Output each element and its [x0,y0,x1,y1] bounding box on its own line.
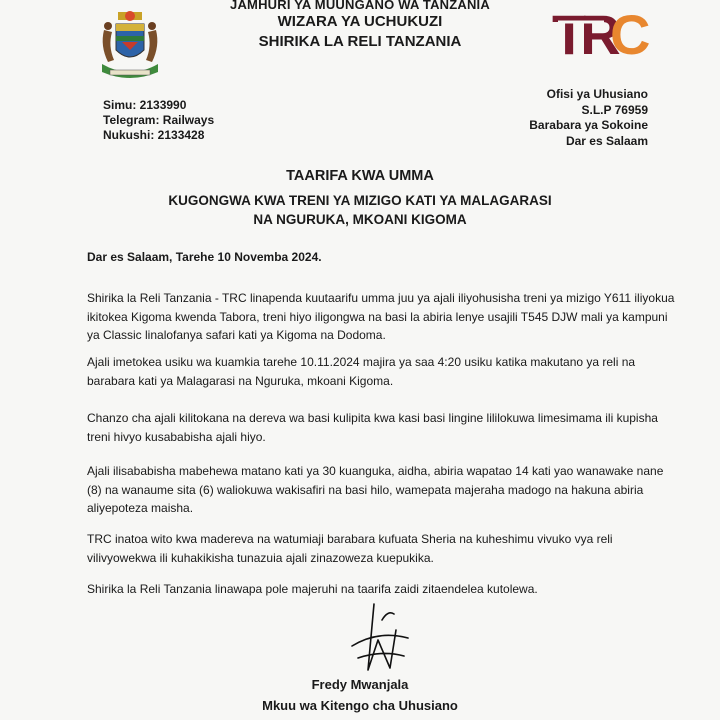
body-paragraph: Shirika la Reli Tanzania - TRC linapenda kuutaarifu umma juu ya ajali iliyohusisha treni ya mizigo Y611 iliyokua ikitokea Kigoma kwenda Tabora, treni hiyo iligongwa na basi la abiria lenye usajili T545 DJW mali ya kampuni ya Classic linalofanya safari kati ya Kigoma na Dodoma. [87,291,675,342]
header-ministry: WIZARA YA UCHUKUZI [277,13,443,30]
po-box: S.L.P 76959 [581,102,648,117]
body-paragraph: Ajali ilisababisha mabehewa matano kati ya 30 kuanguka, aidha, abiria wapatao 14 kati yao wanawake nane (8) na wanaume sita (6) waliokuwa wakisafiri na basi hilo, wamepata majeraha madogo na hakuna abiria aliyepoteza maisha. [87,464,664,515]
office-name: Ofisi ya Uhusiano [546,87,648,101]
document-subtitle-line1: KUGONGWA KWA TRENI YA MIZIGO KATI YA MALAGARASI [168,193,552,208]
signatory-position: Mkuu wa Kitengo cha Uhusiano [262,698,458,713]
body-paragraph: Shirika la Reli Tanzania linawapa pole majeruhi na taarifa zaidi zitaendelea kutolewa. [87,582,538,596]
svg-text:C: C [610,3,651,66]
dateline: Dar es Salaam, Tarehe 10 Novemba 2024. [87,250,322,264]
body-paragraph: Chanzo cha ajali kilitokana na dereva wa basi kulipita kwa kasi basi lingine lililokuwa limesimama ili kupisha treni hivyo kusababisha ajali hiyo. [87,411,658,444]
street-address: Barabara ya Sokoine [529,118,648,132]
phone-number: Simu: 2133990 [103,98,187,112]
header-republic: JAMHURI YA MUUNGANO WA TANZANIA [230,0,490,12]
document-title: TAARIFA KWA UMMA [286,168,434,184]
contact-left [103,98,214,143]
contact-right [529,87,648,149]
fax-number: Nukushi: 2133428 [103,128,205,142]
document-subtitle-line2: NA NGURUKA, MKOANI KIGOMA [253,212,467,227]
handwritten-signature [338,600,418,678]
signatory-name: Fredy Mwanjala [311,677,409,692]
svg-text:TR: TR [552,3,615,66]
body-paragraph: Ajali imetokea usiku wa kuamkia tarehe 10.11.2024 majira ya saa 4:20 usiku katika makutano ya reli na barabara kati ya Malagarasi na Nguruka, mkoani Kigoma. [87,355,636,388]
telegram-address: Telegram: Railways [103,113,215,127]
header-organization: SHIRIKA LA RELI TANZANIA [258,33,462,50]
city: Dar es Salaam [565,133,648,148]
body-paragraph: TRC inatoa wito kwa madereva na watumiaji barabara kufuata Sheria na kuheshimu vivuko vya reli vilivyowekwa ili kuhakikisha tunazuia ajali zinazoweza kuepukika. [87,532,613,565]
trc-logo [548,0,658,66]
